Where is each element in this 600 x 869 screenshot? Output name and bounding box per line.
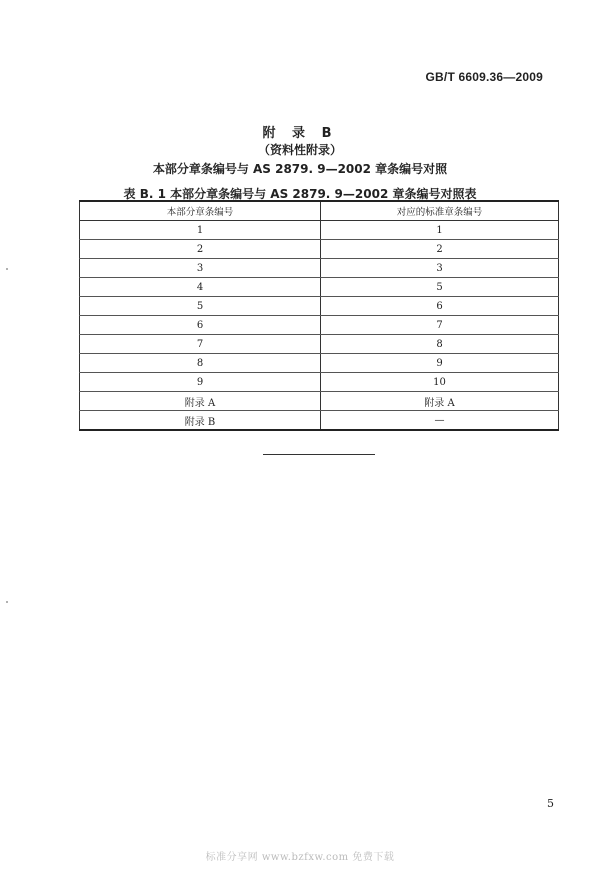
watermark: 标准分享网 www.bzfxw.com 免费下载 — [205, 852, 395, 863]
table-cell: 2 — [80, 240, 321, 259]
table-cell: 4 — [80, 278, 321, 297]
table-row — [80, 259, 559, 278]
table-cell: 5 — [80, 297, 321, 316]
table-cell: 附录 B — [80, 411, 321, 431]
table-row — [80, 278, 559, 297]
column-header-corresponding: 对应的标准章条编号 — [321, 201, 559, 221]
table-cell: 附录 A — [80, 392, 321, 411]
table-cell: 7 — [80, 335, 321, 354]
appendix-heading: 本部分章条编号与 AS 2879. 9—2002 章条编号对照 — [152, 162, 448, 176]
table-row — [80, 221, 559, 240]
table-cell: 7 — [321, 316, 559, 335]
table-cell: 8 — [321, 335, 559, 354]
correspondence-table — [79, 200, 559, 431]
page-number: 5 — [547, 797, 554, 810]
table-cell: 3 — [321, 259, 559, 278]
table-cell: 1 — [321, 221, 559, 240]
table-cell: 3 — [80, 259, 321, 278]
appendix-title: 附 录 B — [262, 126, 338, 141]
table-cell: 6 — [321, 297, 559, 316]
table-header-row — [80, 201, 559, 221]
table-row — [80, 335, 559, 354]
table-row — [80, 354, 559, 373]
table-caption: 表 B. 1 本部分章条编号与 AS 2879. 9—2002 章条编号对照表 — [123, 187, 477, 201]
table-row — [80, 392, 559, 411]
table-cell: 9 — [80, 373, 321, 392]
scan-speck — [6, 268, 8, 270]
table-cell: 9 — [321, 354, 559, 373]
table-cell: — — [321, 411, 559, 431]
table-cell: 附录 A — [321, 392, 559, 411]
table-cell: 5 — [321, 278, 559, 297]
table-cell: 8 — [80, 354, 321, 373]
table-cell: 6 — [80, 316, 321, 335]
table-cell: 10 — [321, 373, 559, 392]
table-row — [80, 373, 559, 392]
table-row — [80, 411, 559, 431]
standard-code: GB/T 6609.36—2009 — [425, 70, 543, 84]
end-of-appendix-rule — [263, 454, 375, 455]
table-row — [80, 297, 559, 316]
column-header-this-part: 本部分章条编号 — [80, 201, 321, 221]
scan-speck — [6, 601, 8, 603]
table-row — [80, 316, 559, 335]
appendix-subtitle: （资料性附录） — [257, 143, 342, 157]
table-cell: 2 — [321, 240, 559, 259]
table-row — [80, 240, 559, 259]
table-cell: 1 — [80, 221, 321, 240]
